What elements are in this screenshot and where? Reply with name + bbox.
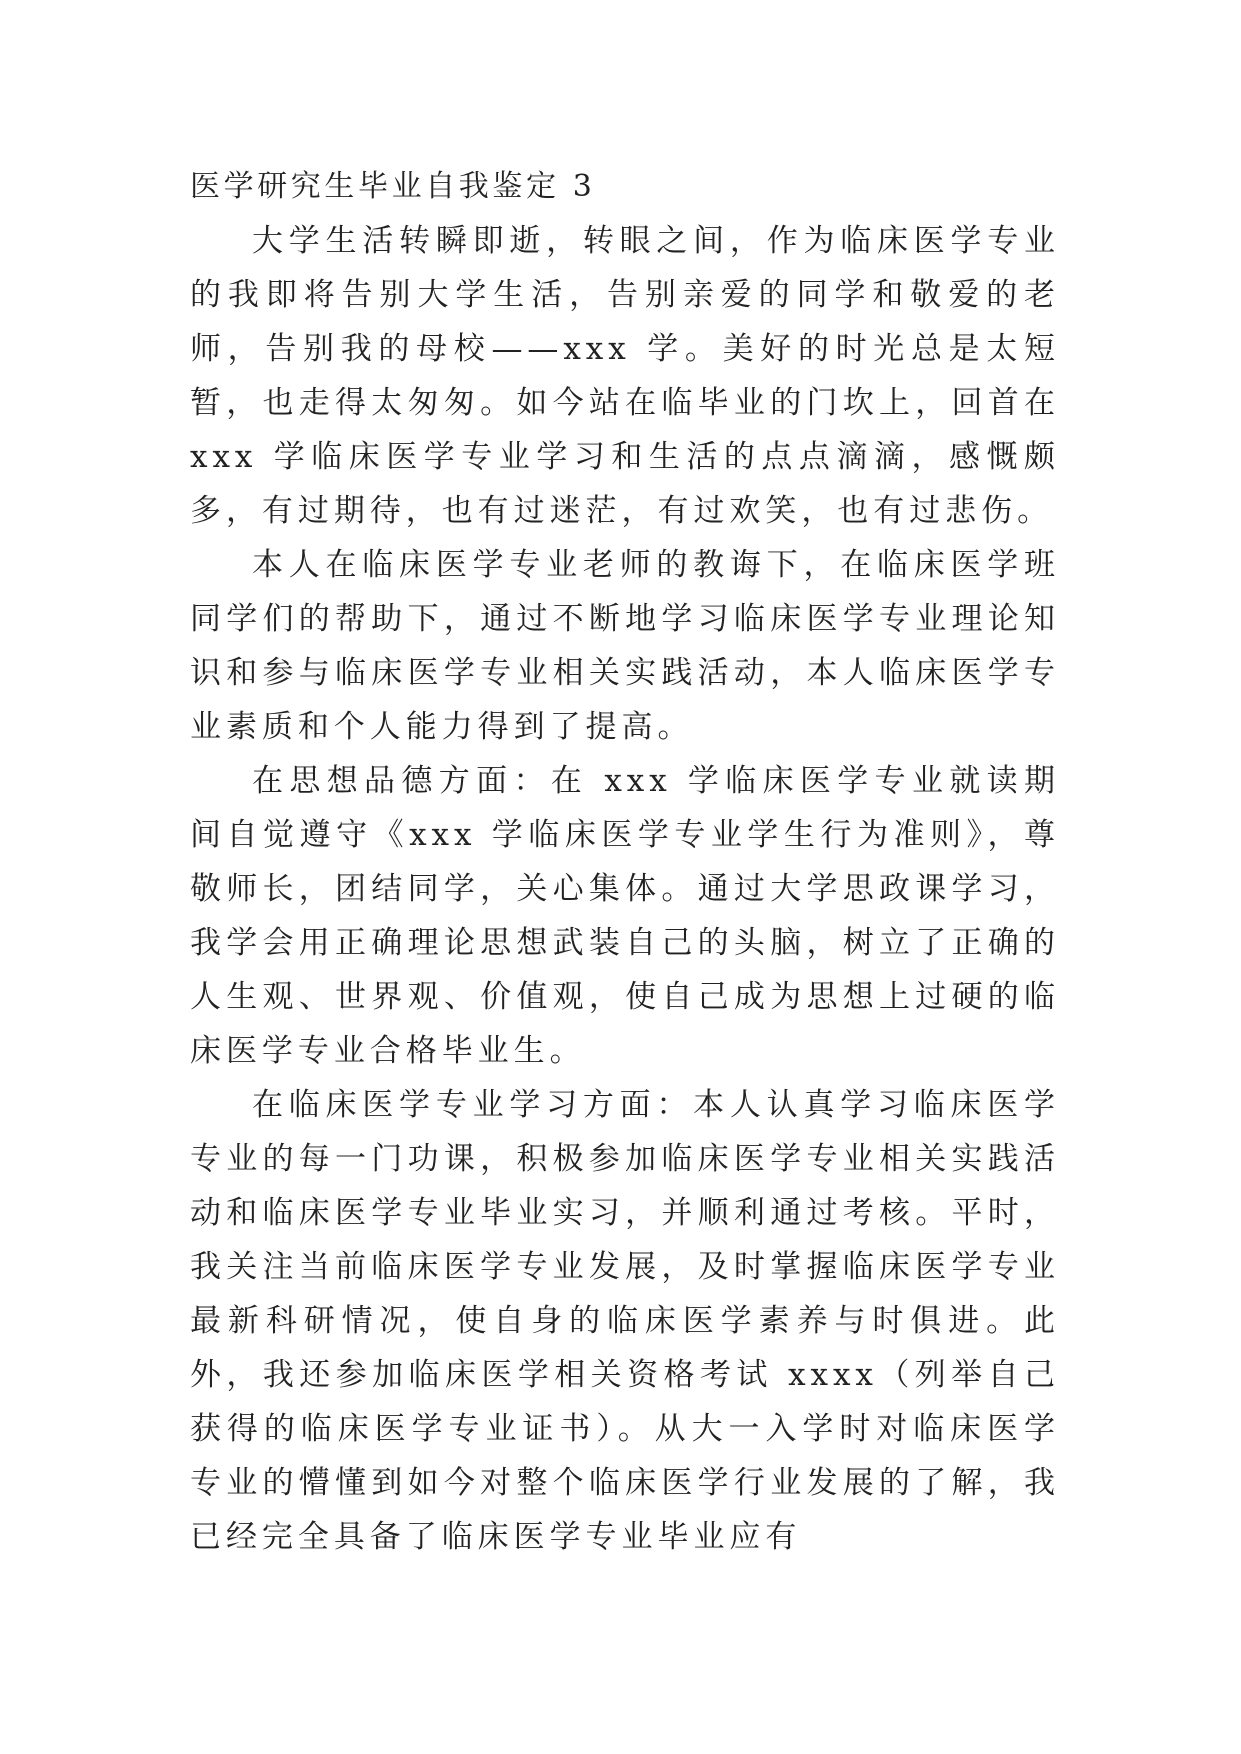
document-title: 医学研究生毕业自我鉴定 3 (190, 169, 596, 204)
paragraph-ideology: 在思想品德方面：在 xxx 学临床医学专业就读期间自觉遵守《xxx 学临床医学专业学生行为准则》，尊敬师长，团结同学，关心集体。通过大学思政课学习，我学会用正确理论思想武装自己的头脑，树立了正确的人生观、世界观、价值观，使自己成为思想上过硬的临床医学专业合格毕业生。 (190, 763, 1060, 1069)
paragraph-intro: 大学生活转瞬即逝，转眼之间，作为临床医学专业的我即将告别大学生活，告别亲爱的同学和敬爱的老师，告别我的母校——xxx 学。美好的时光总是太短暂，也走得太匆匆。如今站在临毕业的门坎上，回首在 xxx 学临床医学专业学习和生活的点点滴滴，感慨颇多，有过期待，也有过迷茫，有过欢笑，也有过悲伤。 (190, 223, 1060, 529)
paragraph-study: 在临床医学专业学习方面：本人认真学习临床医学专业的每一门功课，积极参加临床医学专业相关实践活动和临床医学专业毕业实习，并顺利通过考核。平时，我关注当前临床医学专业发展，及时掌握临床医学专业最新科研情况，使自身的临床医学素养与时俱进。此外，我还参加临床医学相关资格考试 xxxx（列举自己获得的临床医学专业证书）。从大一入学时对临床医学专业的懵懂到如今对整个临床医学行业发展的了解，我已经完全具备了临床医学专业毕业应有 (190, 1087, 1060, 1555)
paragraph-growth: 本人在临床医学专业老师的教诲下，在临床医学班同学们的帮助下，通过不断地学习临床医学专业理论知识和参与临床医学专业相关实践活动，本人临床医学专业素质和个人能力得到了提高。 (190, 547, 1060, 745)
document-body (190, 160, 1060, 1564)
